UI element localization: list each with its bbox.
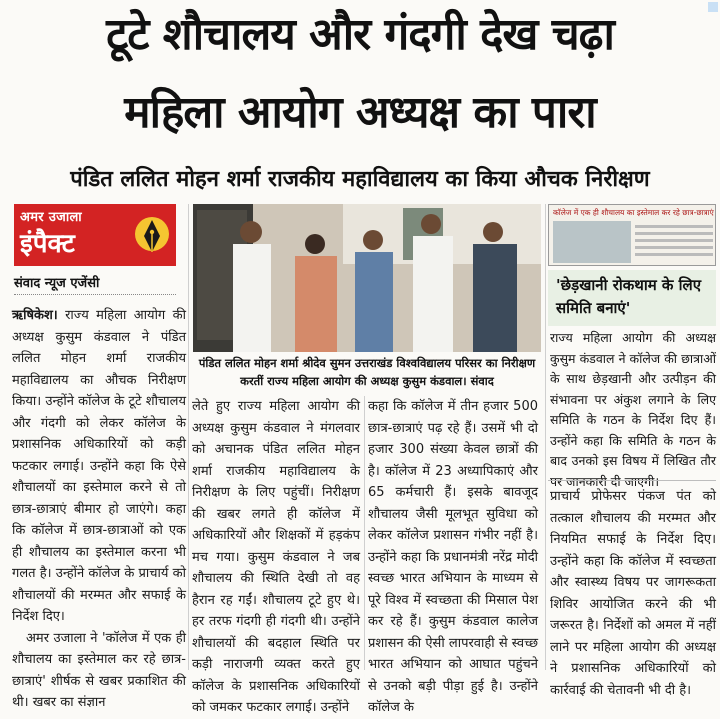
clipping-headline: कॉलेज में एक ही शौचालय का इस्तेमाल कर रहे छात्र-छात्राएं <box>553 208 714 217</box>
column-divider <box>188 204 189 670</box>
column-divider <box>364 396 365 670</box>
sidebar-body: राज्य महिला आयोग की अध्यक्ष कुसुम कंडवाल ने कॉलेज की छात्राओं के साथ छेड़खानी और उत्पीड़न की संभावना पर अंकुश लगाने के लिए समिति के गठन के निर्देश दिए हैं। उन्होंने कहा कि समिति के गठन के बाद उनको इस विषय में लिखित तौर पर जानकारी दी जाएगी। <box>550 330 716 489</box>
agency-divider <box>14 294 176 295</box>
sidebar-heading: 'छेड़खानी रोकथाम के लिए समिति बनाएं' <box>556 276 702 317</box>
article-column-3: कहा कि कॉलेज में तीन हजार 500 छात्र-छात्राएं पढ़ रहे हैं। उसमें भी दो हजार 300 संख्या केवल छात्रों की है। कॉलेज में 23 अध्यापिकाएं और 65 कर्मचारी हैं। इसके बावजूद शौचालय जैसी मूलभूत सुविधा को लेकर कॉलेज प्रशासन गंभीर नहीं है। उन्होंने कहा कि प्रधानमंत्री नरेंद्र मोदी स्वच्छ भारत अभियान के माध्यम से पूरे विश्व में स्वच्छता की मिसाल पेश कर रहे हैं। कुसुम कंडवाल कालेज प्रशासन की ऐसी लापरवाही से स्वच्छ भारत अभियान को आघात पहुंचने से उनको बड़ी पीड़ा हुई है। उन्होंने कॉलेज के <box>368 399 538 715</box>
clipping-text-lines <box>635 221 713 263</box>
article-paragraph: अमर उजाला ने 'कॉलेज में एक ही शौचालय का इस्तेमाल कर रहे छात्र-छात्राएं' शीर्षक से खबर प्रकाशित की थी। खबर का संज्ञान <box>12 630 186 710</box>
sidebar-divider <box>548 480 716 481</box>
agency-credit: संवाद न्यूज एजेंसी <box>14 276 100 291</box>
headline-line-1: टूटे शौचालय और गंदगी देख चढ़ा <box>106 9 614 60</box>
brand-top-label: अमर उजाला <box>20 210 82 225</box>
article-column-2: लेते हुए राज्य महिला आयोग की अध्यक्ष कुसुम कंडवाल ने मंगलवार को अचानक पंडित ललित मोहन शर्मा राजकीय महाविद्यालय के निरीक्षण के लिए पहुंचीं। निरीक्षण की खबर लगते ही कॉलेज में अधिकारियों और शिक्षकों में हड़कंप मच गया। कुसुम कंडवाल ने जब शौचालय की स्थिति देखी तो वह हैरान रह गईं। शौचालय टूटे हुए थे। हर तरफ गंदगी ही गंदगी थी। उन्होंने शौचालयों की बदहाल स्थिति पर कड़ी नाराजगी व्यक्त करते हुए कॉलेज के प्रशासनिक अधिकारियों को जमकर फटकार लगाई। उन्होंने <box>192 399 360 715</box>
photo-illustration <box>193 204 541 352</box>
pen-nib-icon <box>132 212 172 260</box>
article-text: राज्य महिला आयोग की अध्यक्ष कुसुम कंडवाल ने पंडित ललित मोहन शर्मा राजकीय महाविद्यालय का औचक निरीक्षण किया। उन्होंने कॉलेज के टूटे शौचालय और गंदगी को लेकर कॉलेज के प्रशासनिक अधिकारियों को कड़ी फटकार लगाई। उन्होंने कहा कि ऐसे शौचालयों का इस्तेमाल करने से तो छात्र-छात्राएं बीमार हो जाएंगे। कहा कि कॉलेज में छात्र-छात्राओं को एक ही शौचालय का इस्तेमाल करना भी गलत है। उन्होंने कॉलेज के प्राचार्य को शौचालयों की मरम्मत और सफाई के निर्देश दिए। <box>12 308 186 624</box>
headline-line-2: महिला आयोग अध्यक्ष का पारा <box>124 87 596 138</box>
subheadline: पंडित ललित मोहन शर्मा राजकीय महाविद्यालय का किया औचक निरीक्षण <box>70 167 650 192</box>
earlier-story-clipping <box>548 204 716 266</box>
article-column-4: प्राचार्य प्रोफेसर पंकज पंत को तत्काल शौचालय की मरम्मत और नियमित सफाई के निर्देश दिए। उन्होंने कहा कि कॉलेज में स्वच्छता और स्वास्थ्य विषय पर जागरूकता शिविर आयोजित करने की भी जरूरत है। निर्देशों को अमल में नहीं लाने पर महिला आयोग की अध्यक्ष ने प्रशासनिक अधिकारियों को कार्रवाई की चेतावनी भी दी है। <box>550 489 716 698</box>
dateline: ऋषिकेश। <box>12 308 58 323</box>
column-divider <box>545 204 546 670</box>
photo-caption: पंडित ललित मोहन शर्मा श्रीदेव सुमन उत्तराखंड विश्वविद्यालय परिसर का निरीक्षण करतीं राज्य महिला आयोग की अध्यक्ष कुसुम कंडवाल। संवाद <box>198 356 536 388</box>
clipping-photo <box>553 221 631 263</box>
article-column-1 <box>12 305 186 710</box>
article-paragraph <box>12 305 186 628</box>
brand-main-label: इंपैक्ट <box>20 229 75 259</box>
amar-ujala-impact-logo <box>14 204 176 266</box>
news-photo <box>193 204 541 352</box>
